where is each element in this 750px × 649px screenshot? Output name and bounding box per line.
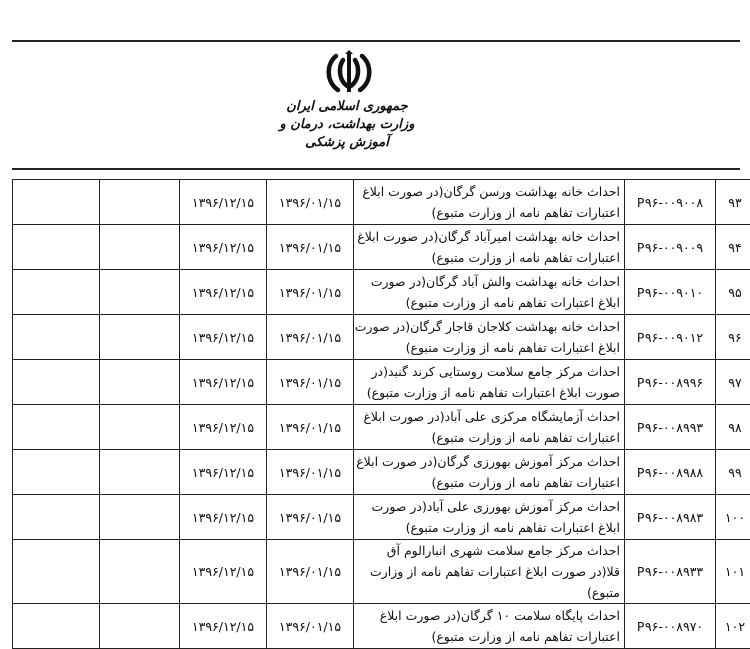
end-date: ۱۳۹۶/۱۲/۱۵ [180, 270, 267, 315]
projects-table [12, 179, 750, 649]
header-bottom-rule [12, 168, 740, 170]
table-row [13, 360, 750, 405]
project-title: احداث مرکز آموزش بهورزی علی آباد(در صورت ابلاغ اعتبارات تفاهم نامه از وزارت متبوع) [354, 495, 625, 540]
table-row [13, 450, 750, 495]
start-date: ۱۳۹۶/۰۱/۱۵ [267, 360, 354, 405]
empty-cell [13, 315, 100, 360]
start-date: ۱۳۹۶/۰۱/۱۵ [267, 225, 354, 270]
ministry-line-2: وزارت بهداشت، درمان و آموزش پزشکی [262, 116, 432, 152]
start-date: ۱۳۹۶/۰۱/۱۵ [267, 180, 354, 225]
project-title: احداث خانه بهداشت ورسن گرگان(در صورت ابلاغ اعتبارات تفاهم نامه از وزارت متبوع) [354, 180, 625, 225]
end-date: ۱۳۹۶/۱۲/۱۵ [180, 405, 267, 450]
row-number: ۱۰۰ [716, 495, 750, 540]
row-number: ۱۰۱ [716, 540, 750, 604]
project-code: P۹۶-۰۰۸۹۳۳ [625, 540, 716, 604]
row-number: ۹۴ [716, 225, 750, 270]
end-date: ۱۳۹۶/۱۲/۱۵ [180, 225, 267, 270]
empty-cell [13, 495, 100, 540]
empty-cell [13, 180, 100, 225]
table-row [13, 180, 750, 225]
project-code: P۹۶-۰۰۹۰۱۰ [625, 270, 716, 315]
row-number: ۹۸ [716, 405, 750, 450]
iran-emblem-icon [322, 50, 376, 96]
project-title: احداث پایگاه سلامت ۱۰ گرگان(در صورت ابلاغ اعتبارات تفاهم نامه از وزارت متبوع) [354, 604, 625, 649]
project-title: احداث مرکز جامع سلامت شهری انبارالوم آق قلا(در صورت ابلاغ اعتبارات تفاهم نامه از وزارت متبوع) [354, 540, 625, 604]
empty-cell [100, 604, 180, 649]
empty-cell [13, 360, 100, 405]
end-date: ۱۳۹۶/۱۲/۱۵ [180, 495, 267, 540]
empty-cell [100, 315, 180, 360]
empty-cell [100, 270, 180, 315]
project-title: احداث مرکز آموزش بهورزی گرگان(در صورت ابلاغ اعتبارات تفاهم نامه از وزارت متبوع) [354, 450, 625, 495]
start-date: ۱۳۹۶/۰۱/۱۵ [267, 315, 354, 360]
table-row [13, 604, 750, 649]
row-number: ۹۶ [716, 315, 750, 360]
row-number: ۹۷ [716, 360, 750, 405]
empty-cell [100, 180, 180, 225]
table-row [13, 270, 750, 315]
row-number: ۱۰۲ [716, 604, 750, 649]
project-code: P۹۶-۰۰۹۰۱۲ [625, 315, 716, 360]
project-code: P۹۶-۰۰۸۹۹۳ [625, 405, 716, 450]
end-date: ۱۳۹۶/۱۲/۱۵ [180, 315, 267, 360]
table-row [13, 540, 750, 604]
empty-cell [100, 360, 180, 405]
start-date: ۱۳۹۶/۰۱/۱۵ [267, 540, 354, 604]
project-code: P۹۶-۰۰۸۹۹۶ [625, 360, 716, 405]
end-date: ۱۳۹۶/۱۲/۱۵ [180, 604, 267, 649]
row-number: ۹۹ [716, 450, 750, 495]
empty-cell [100, 450, 180, 495]
row-number: ۹۵ [716, 270, 750, 315]
empty-cell [100, 405, 180, 450]
empty-cell [100, 495, 180, 540]
project-title: احداث خانه بهداشت والش آباد گرگان(در صورت ابلاغ اعتبارات تفاهم نامه از وزارت متبوع) [354, 270, 625, 315]
table-row [13, 405, 750, 450]
ministry-line-1: جمهوری اسلامی ایران [262, 98, 432, 116]
table-row [13, 315, 750, 360]
empty-cell [100, 225, 180, 270]
row-number: ۹۳ [716, 180, 750, 225]
project-code: P۹۶-۰۰۹۰۰۹ [625, 225, 716, 270]
empty-cell [100, 540, 180, 604]
start-date: ۱۳۹۶/۰۱/۱۵ [267, 405, 354, 450]
project-title: احداث آزمایشگاه مرکزی علی آباد(در صورت ابلاغ اعتبارات تفاهم نامه از وزارت متبوع) [354, 405, 625, 450]
project-code: P۹۶-۰۰۸۹۸۳ [625, 495, 716, 540]
start-date: ۱۳۹۶/۰۱/۱۵ [267, 270, 354, 315]
empty-cell [13, 450, 100, 495]
end-date: ۱۳۹۶/۱۲/۱۵ [180, 360, 267, 405]
project-title: احداث مرکز جامع سلامت روستایی کرند گنبد(در صورت ابلاغ اعتبارات تفاهم نامه از وزارت متبوع) [354, 360, 625, 405]
start-date: ۱۳۹۶/۰۱/۱۵ [267, 604, 354, 649]
project-code: P۹۶-۰۰۹۰۰۸ [625, 180, 716, 225]
ministry-name [262, 98, 432, 152]
start-date: ۱۳۹۶/۰۱/۱۵ [267, 495, 354, 540]
project-title: احداث خانه بهداشت کلاجان قاجار گرگان(در صورت ابلاغ اعتبارات تفاهم نامه از وزارت متبوع) [354, 315, 625, 360]
empty-cell [13, 270, 100, 315]
end-date: ۱۳۹۶/۱۲/۱۵ [180, 450, 267, 495]
start-date: ۱۳۹۶/۰۱/۱۵ [267, 450, 354, 495]
header-top-rule [12, 40, 740, 42]
project-code: P۹۶-۰۰۸۹۸۸ [625, 450, 716, 495]
project-title: احداث خانه بهداشت امیرآباد گرگان(در صورت ابلاغ اعتبارات تفاهم نامه از وزارت متبوع) [354, 225, 625, 270]
end-date: ۱۳۹۶/۱۲/۱۵ [180, 180, 267, 225]
table-row [13, 225, 750, 270]
table-row [13, 495, 750, 540]
empty-cell [13, 540, 100, 604]
end-date: ۱۳۹۶/۱۲/۱۵ [180, 540, 267, 604]
empty-cell [13, 225, 100, 270]
empty-cell [13, 405, 100, 450]
project-code: P۹۶-۰۰۸۹۷۰ [625, 604, 716, 649]
empty-cell [13, 604, 100, 649]
